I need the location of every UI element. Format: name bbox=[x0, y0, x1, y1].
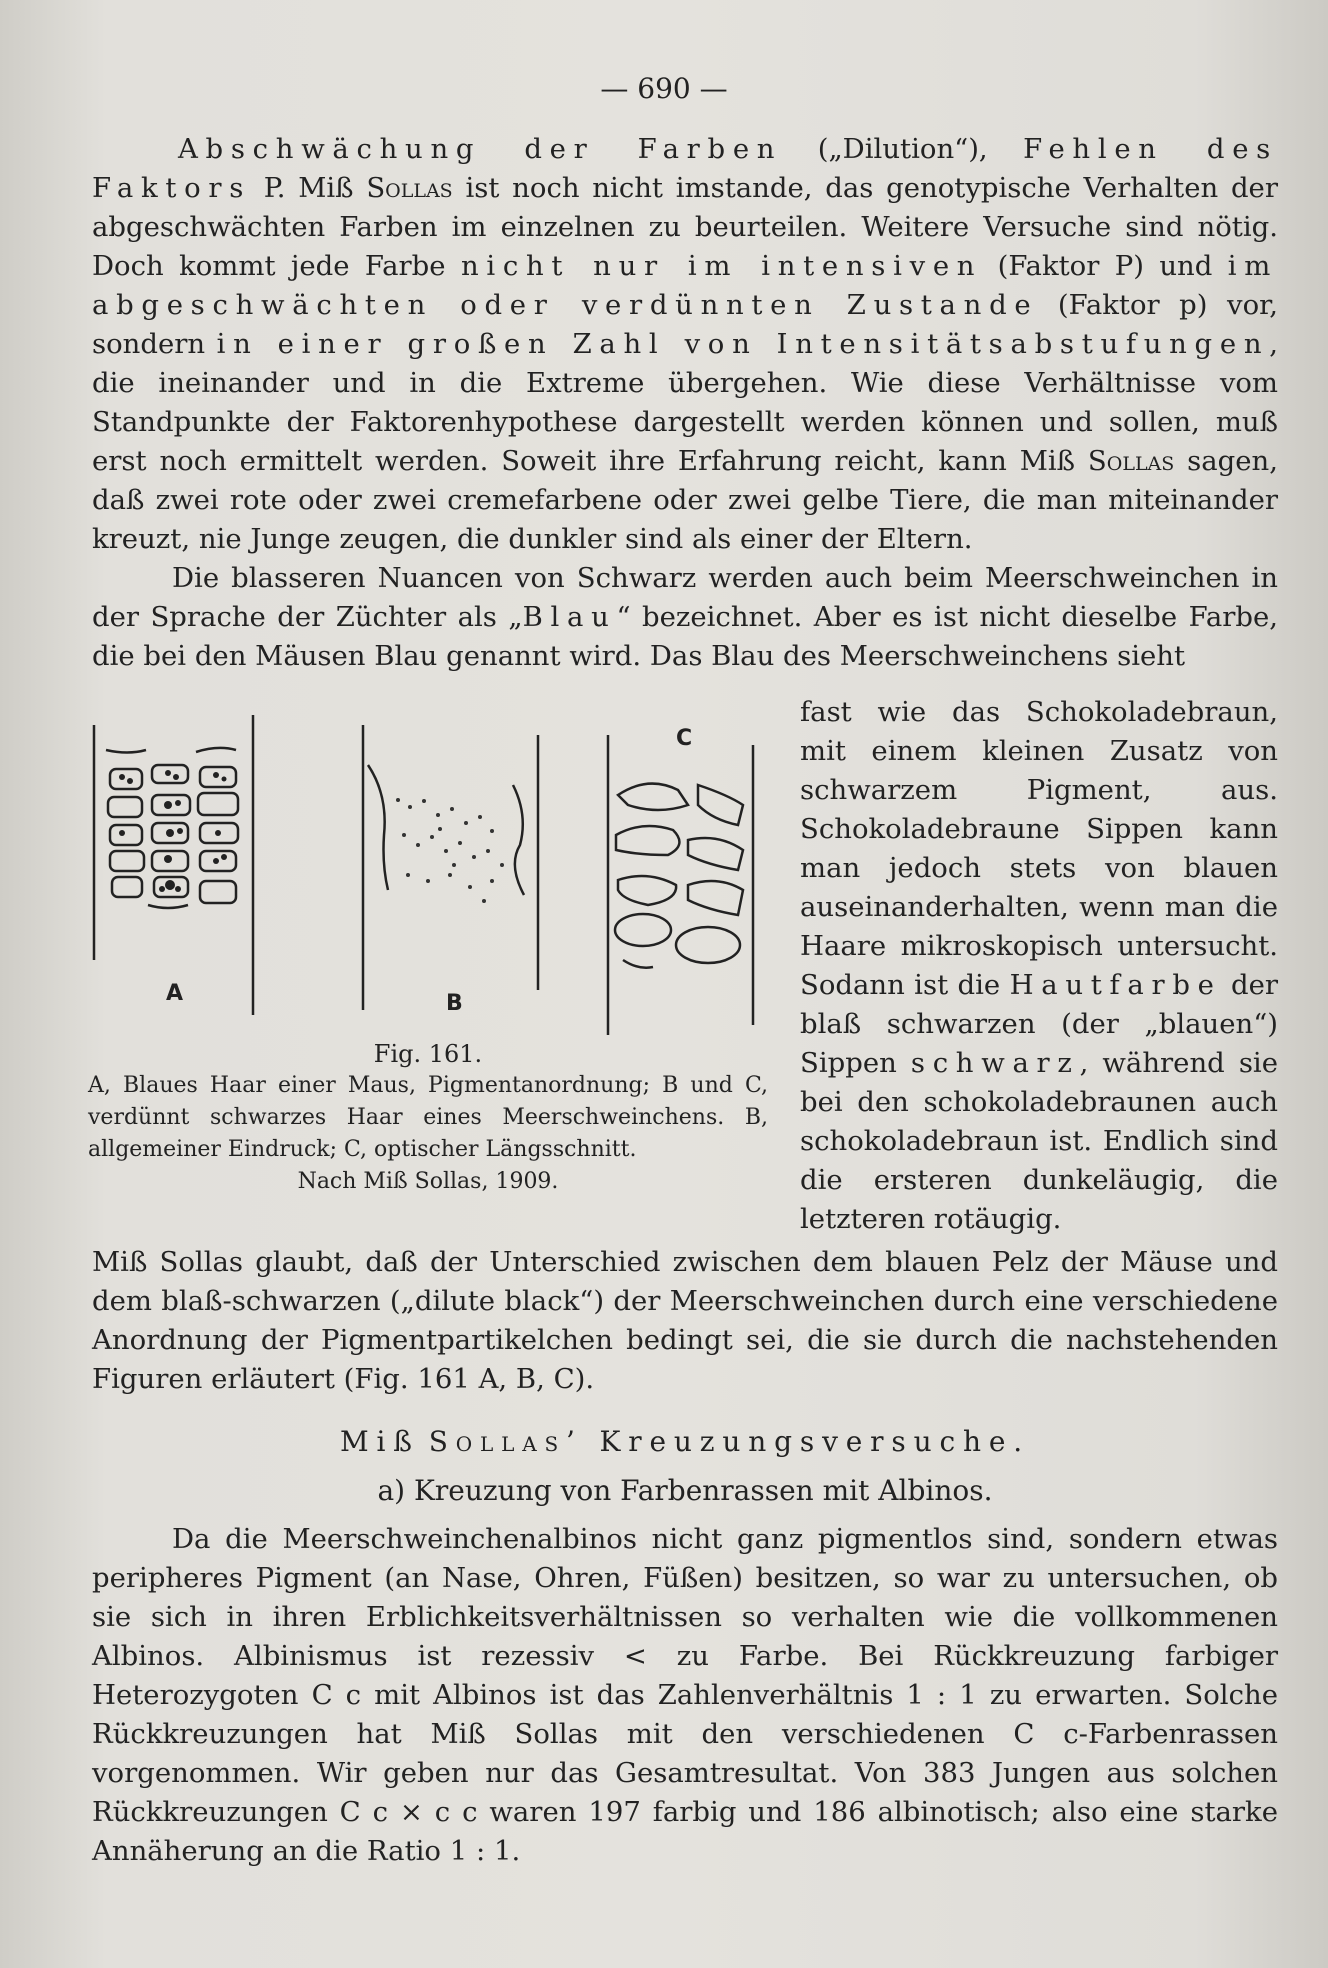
spaced-phrase: nicht nur im intensiven bbox=[460, 250, 983, 282]
panel-b-label: B bbox=[446, 991, 463, 1016]
panel-a-label: A bbox=[166, 981, 184, 1006]
panel-a-drawing bbox=[94, 715, 253, 1015]
final-text bbox=[92, 1520, 1278, 1871]
text-run: Die blasseren Nuancen von Schwarz werden auch beim Meerschweinchen in der Sprache der Züchter als „ bbox=[92, 562, 1278, 633]
spaced-phrase: in einer großen Zahl von Intensitätsabstufungen bbox=[216, 328, 1270, 360]
spaced-phrase: im abgeschwächten oder verdünnten Zustande bbox=[92, 250, 1279, 321]
text-run: “ bezeichnet. Aber es ist nicht dieselbe Farbe, die bei den Mäusen Blau genannt wird. Das Blau des Meerschweinchens sieht bbox=[92, 601, 1278, 672]
text-run: ist noch nicht imstande, das genotypische Verhalten der abgeschwächten Farben im einzelnen zu beurteilen. Weitere Versuche sind nötig. Doch kommt jede Farbe bbox=[92, 172, 1278, 282]
caption-text: A, Blaues Haar einer Maus, Pigmentanordnung; B und C, verdünnt schwarzes Haar eines Meerschweinchens. B, allgemeiner Eindruck; C, optischer Längsschnitt. bbox=[88, 1073, 768, 1162]
caption-source: Nach Miß Sollas, 1909. bbox=[297, 1169, 559, 1194]
figure-caption bbox=[88, 1038, 768, 1198]
page-number: — 690 — bbox=[600, 72, 728, 105]
intro-text bbox=[92, 130, 1278, 676]
author-name: Sollas bbox=[366, 172, 453, 204]
text-run: fast wie das Schokoladebraun, mit einem kleinen Zusatz von schwarzem Pigment, aus. Schokoladebraune Sippen kann man jedoch stets von blauen auseinanderhalten, wenn man die Haare mikroskopisch untersucht. Sodann ist die bbox=[800, 696, 1278, 1001]
heading-part: ’ Kreuzungsversuche. bbox=[566, 1425, 1031, 1458]
text-run: (Faktor P) und bbox=[982, 250, 1228, 282]
panel-b-drawing bbox=[363, 725, 538, 1010]
spaced-phrase: schwarz bbox=[910, 1047, 1080, 1079]
after-figure-text bbox=[92, 1243, 1278, 1399]
panel-b-pigment bbox=[396, 798, 504, 903]
text-run: („Dilution“), bbox=[782, 133, 1024, 165]
spaced-phrase: Abschwächung der Farben bbox=[178, 133, 783, 165]
heading-part: Miß bbox=[339, 1425, 420, 1458]
spaced-phrase: Blau bbox=[522, 601, 617, 633]
spaced-phrase: Fehlen des Faktors bbox=[92, 133, 1278, 204]
text-run: der blaß schwarzen (der „blauen“) Sippen bbox=[800, 969, 1278, 1079]
text-run: sagen, daß zwei rote oder zwei cremefarbene oder zwei gelbe Tiere, die man miteinander kreuzt, nie Junge zeugen, die dunkler sind als einer der Eltern. bbox=[92, 445, 1278, 555]
section-heading bbox=[92, 1425, 1278, 1458]
text-run: (Faktor p) vor, sondern bbox=[92, 289, 1278, 360]
text-run: P. Miß bbox=[251, 172, 367, 204]
subsection-heading: a) Kreuzung von Farbenrassen mit Albinos. bbox=[377, 1474, 993, 1507]
hair-illustrations bbox=[88, 705, 768, 1035]
panel-c-drawing bbox=[608, 735, 753, 1035]
text-run: , die ineinander und in die Extreme übergehen. Wie diese Verhältnisse vom Standpunkte der Faktorenhypothese dargestellt werden können und sollen, muß erst noch ermittelt werden. Soweit ihre Erfahrung reicht, kann Miß bbox=[92, 328, 1278, 477]
paragraph-1 bbox=[92, 130, 1278, 559]
figure-number: Fig. 161. bbox=[373, 1040, 483, 1068]
paragraph-2 bbox=[92, 559, 1278, 676]
paragraph-4: Da die Meerschweinchenalbinos nicht ganz pigmentlos sind, sondern etwas peripheres Pigment (an Nase, Ohren, Füßen) besitzen, so war zu untersuchen, ob sie sich in ihren Erblichkeitsverhältnissen so verhalten wie die vollkommenen Albinos. Albinismus ist rezessiv < zu Farbe. Bei Rückkreuzung farbiger Heterozygoten C c mit Albinos ist das Zahlenverhältnis 1 : 1 zu erwarten. Solche Rückkreuzungen hat Miß Sollas mit den verschiedenen C c-Farbenrassen vorgenommen. Wir geben nur das Gesamtresultat. Von 383 Jungen aus solchen Rückkreuzungen C c × c c waren 197 farbig und 186 albinotisch; also eine starke Annäherung an die Ratio 1 : 1. bbox=[92, 1523, 1278, 1867]
spaced-phrase: Hautfarbe bbox=[1009, 969, 1222, 1001]
heading-author: Sollas bbox=[428, 1425, 567, 1458]
wrapped-text-column bbox=[800, 693, 1278, 1239]
panel-c-label: C bbox=[676, 726, 693, 751]
author-name: Sollas bbox=[1087, 445, 1175, 477]
paragraph-3: Miß Sollas glaubt, daß der Unterschied zwischen dem blauen Pelz der Mäuse und dem blaß-schwarzen („dilute black“) der Meerschweinchen durch eine verschiedene Anordnung der Pigmentpartikelchen bedingt sei, die sie durch die nachstehenden Figuren erläutert (Fig. 161 A, B, C). bbox=[92, 1246, 1278, 1395]
text-run: , während sie bei den schokoladebraunen auch schokoladebraun ist. Endlich sind die ersteren dunkeläugig, die letzteren rotäugig. bbox=[800, 1047, 1278, 1235]
